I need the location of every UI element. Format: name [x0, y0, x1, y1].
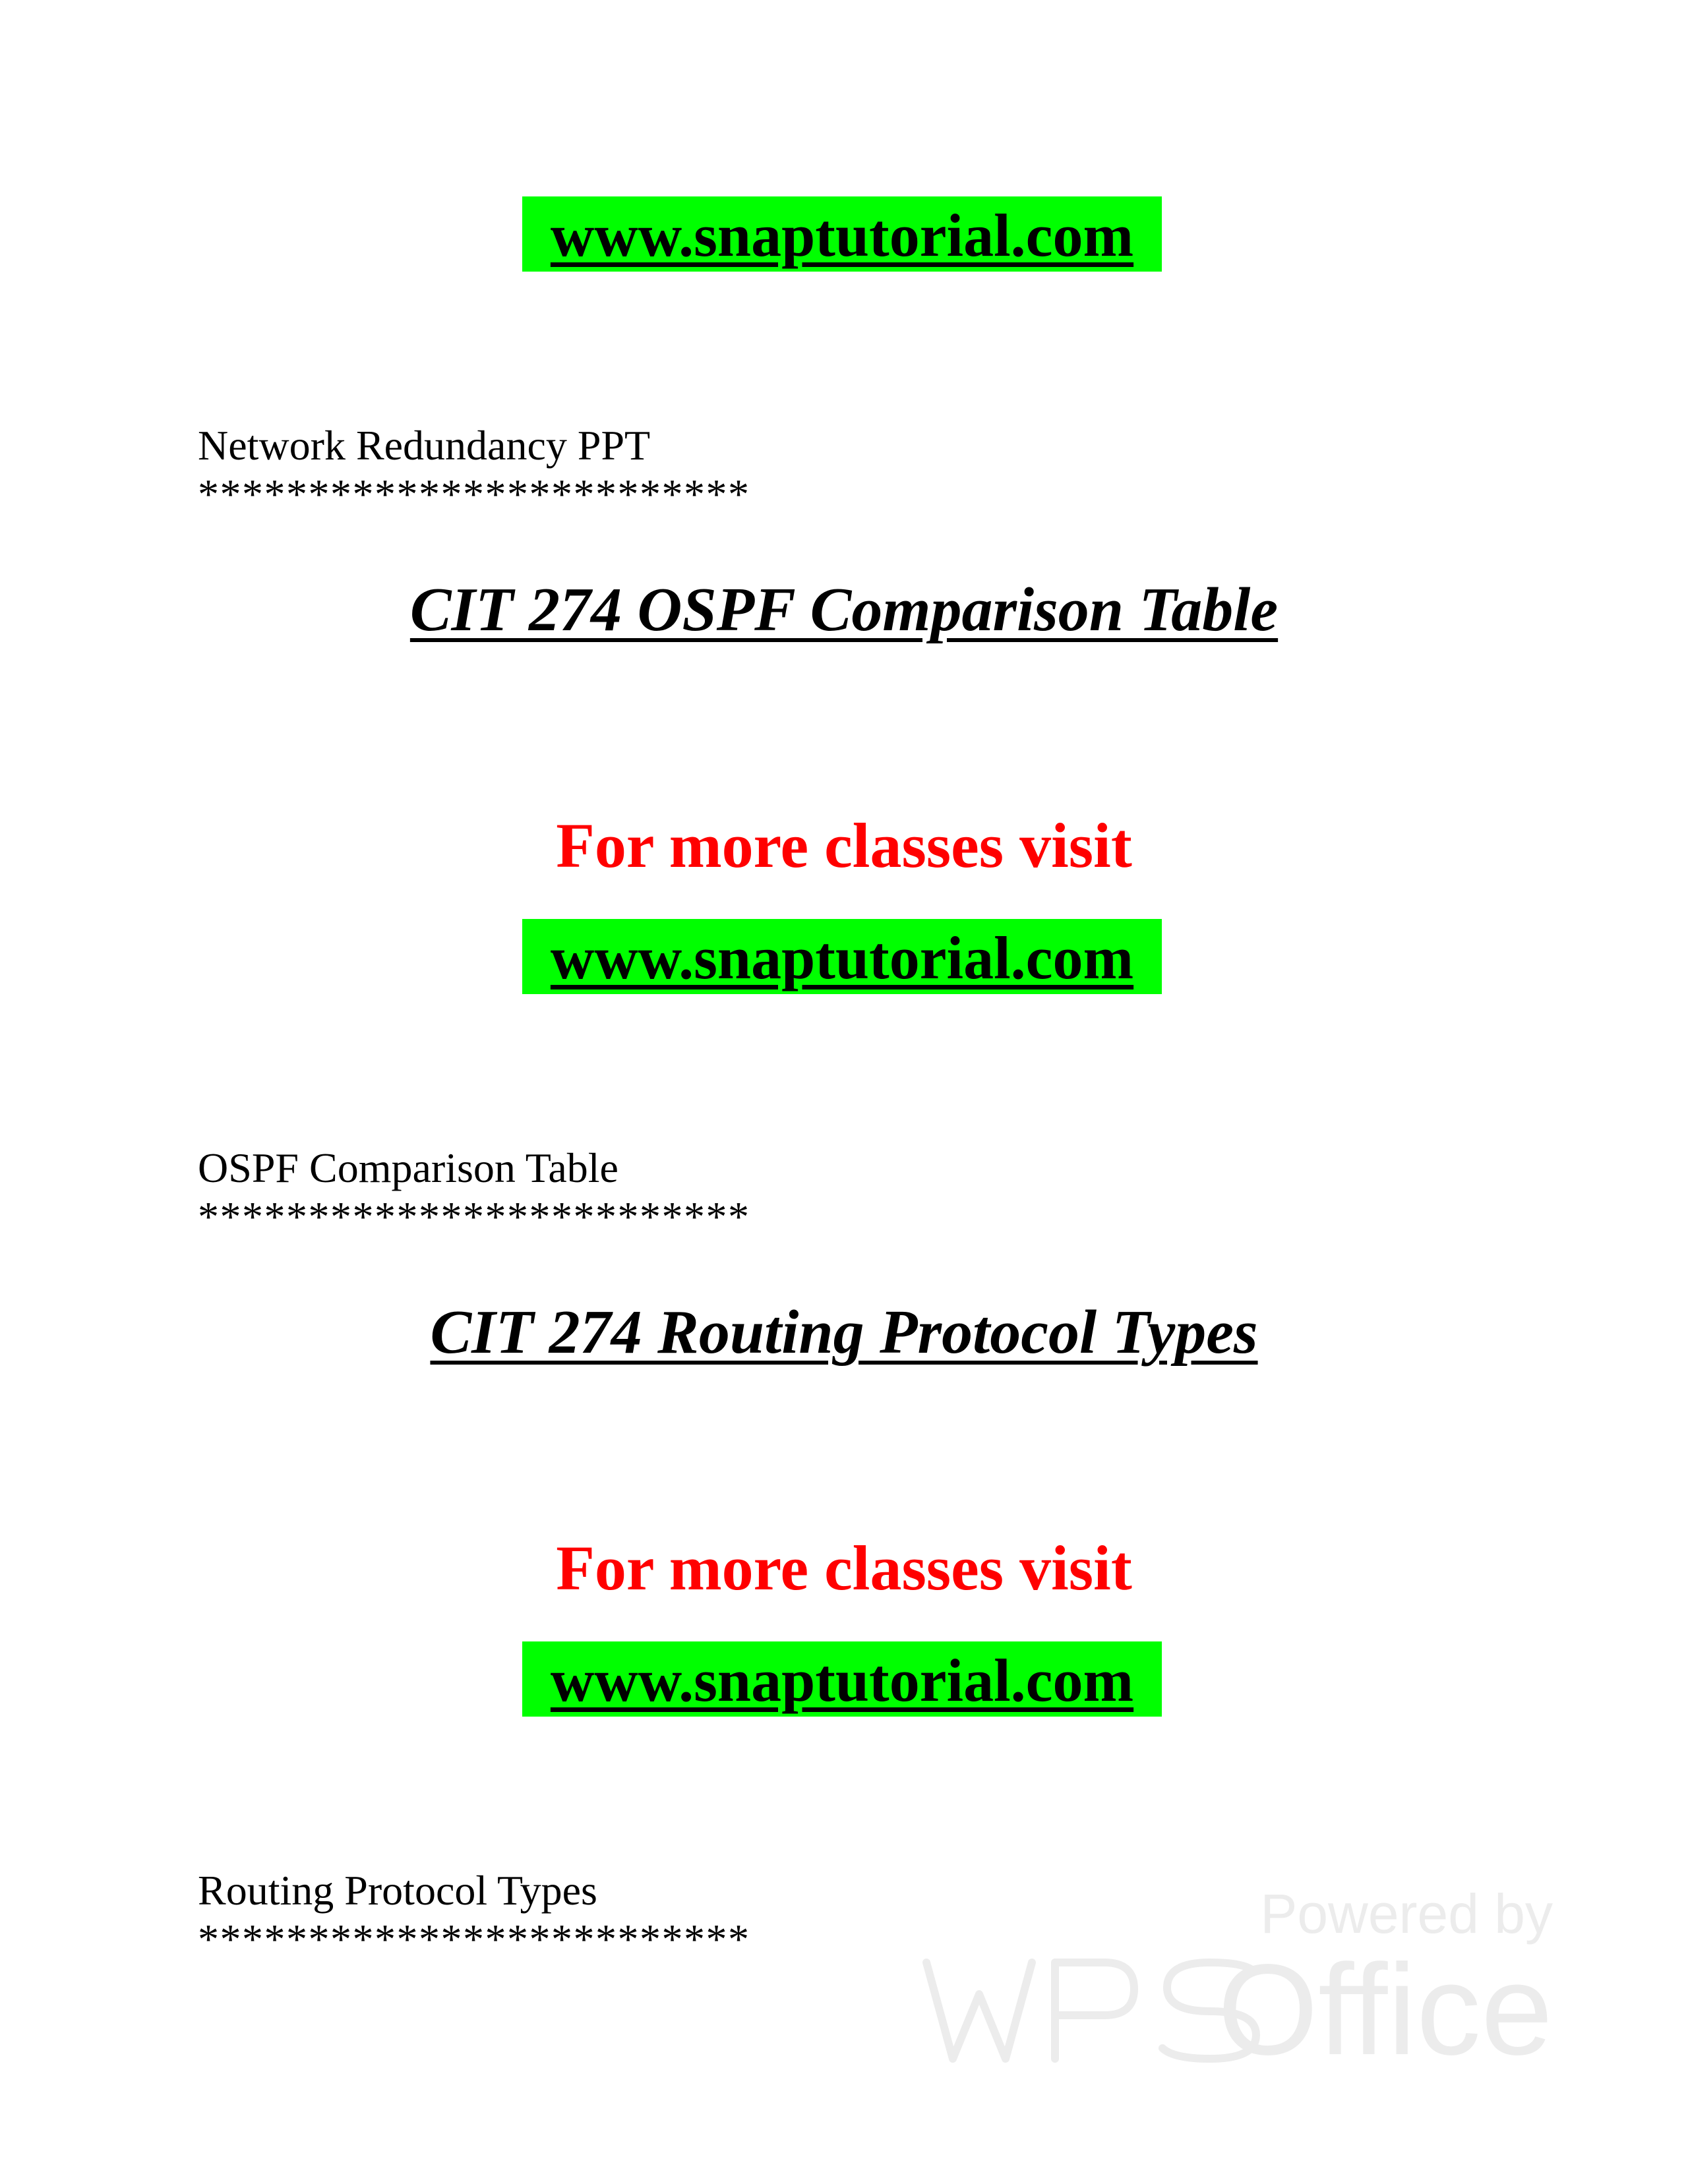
label-network-redundancy-ppt: Network Redundancy PPT: [198, 422, 651, 469]
separator-stars-3: *************************: [198, 1916, 750, 1963]
snaptutorial-link-3[interactable]: www.snaptutorial.com: [522, 1641, 1162, 1717]
label-ospf-comparison-table: OSPF Comparison Table: [198, 1144, 618, 1191]
separator-stars-1: *************************: [198, 471, 750, 517]
label-routing-protocol-types: Routing Protocol Types: [198, 1867, 597, 1914]
wps-logo-icon: [920, 1955, 1263, 2067]
snaptutorial-link-1[interactable]: www.snaptutorial.com: [522, 196, 1162, 272]
watermark-office: Office: [1217, 1937, 1553, 2082]
title-routing-protocol-types: CIT 274 Routing Protocol Types: [430, 1298, 1258, 1367]
title-ospf-comparison-table: CIT 274 OSPF Comparison Table: [409, 576, 1279, 644]
separator-stars-2: *************************: [198, 1193, 750, 1240]
watermark-powered-by: Powered by: [1260, 1883, 1553, 1945]
snaptutorial-link-2[interactable]: www.snaptutorial.com: [522, 919, 1162, 994]
wps-office-watermark: [920, 1882, 1553, 2082]
visit-text-1: For more classes visit: [556, 810, 1132, 881]
visit-text-2: For more classes visit: [556, 1533, 1132, 1603]
